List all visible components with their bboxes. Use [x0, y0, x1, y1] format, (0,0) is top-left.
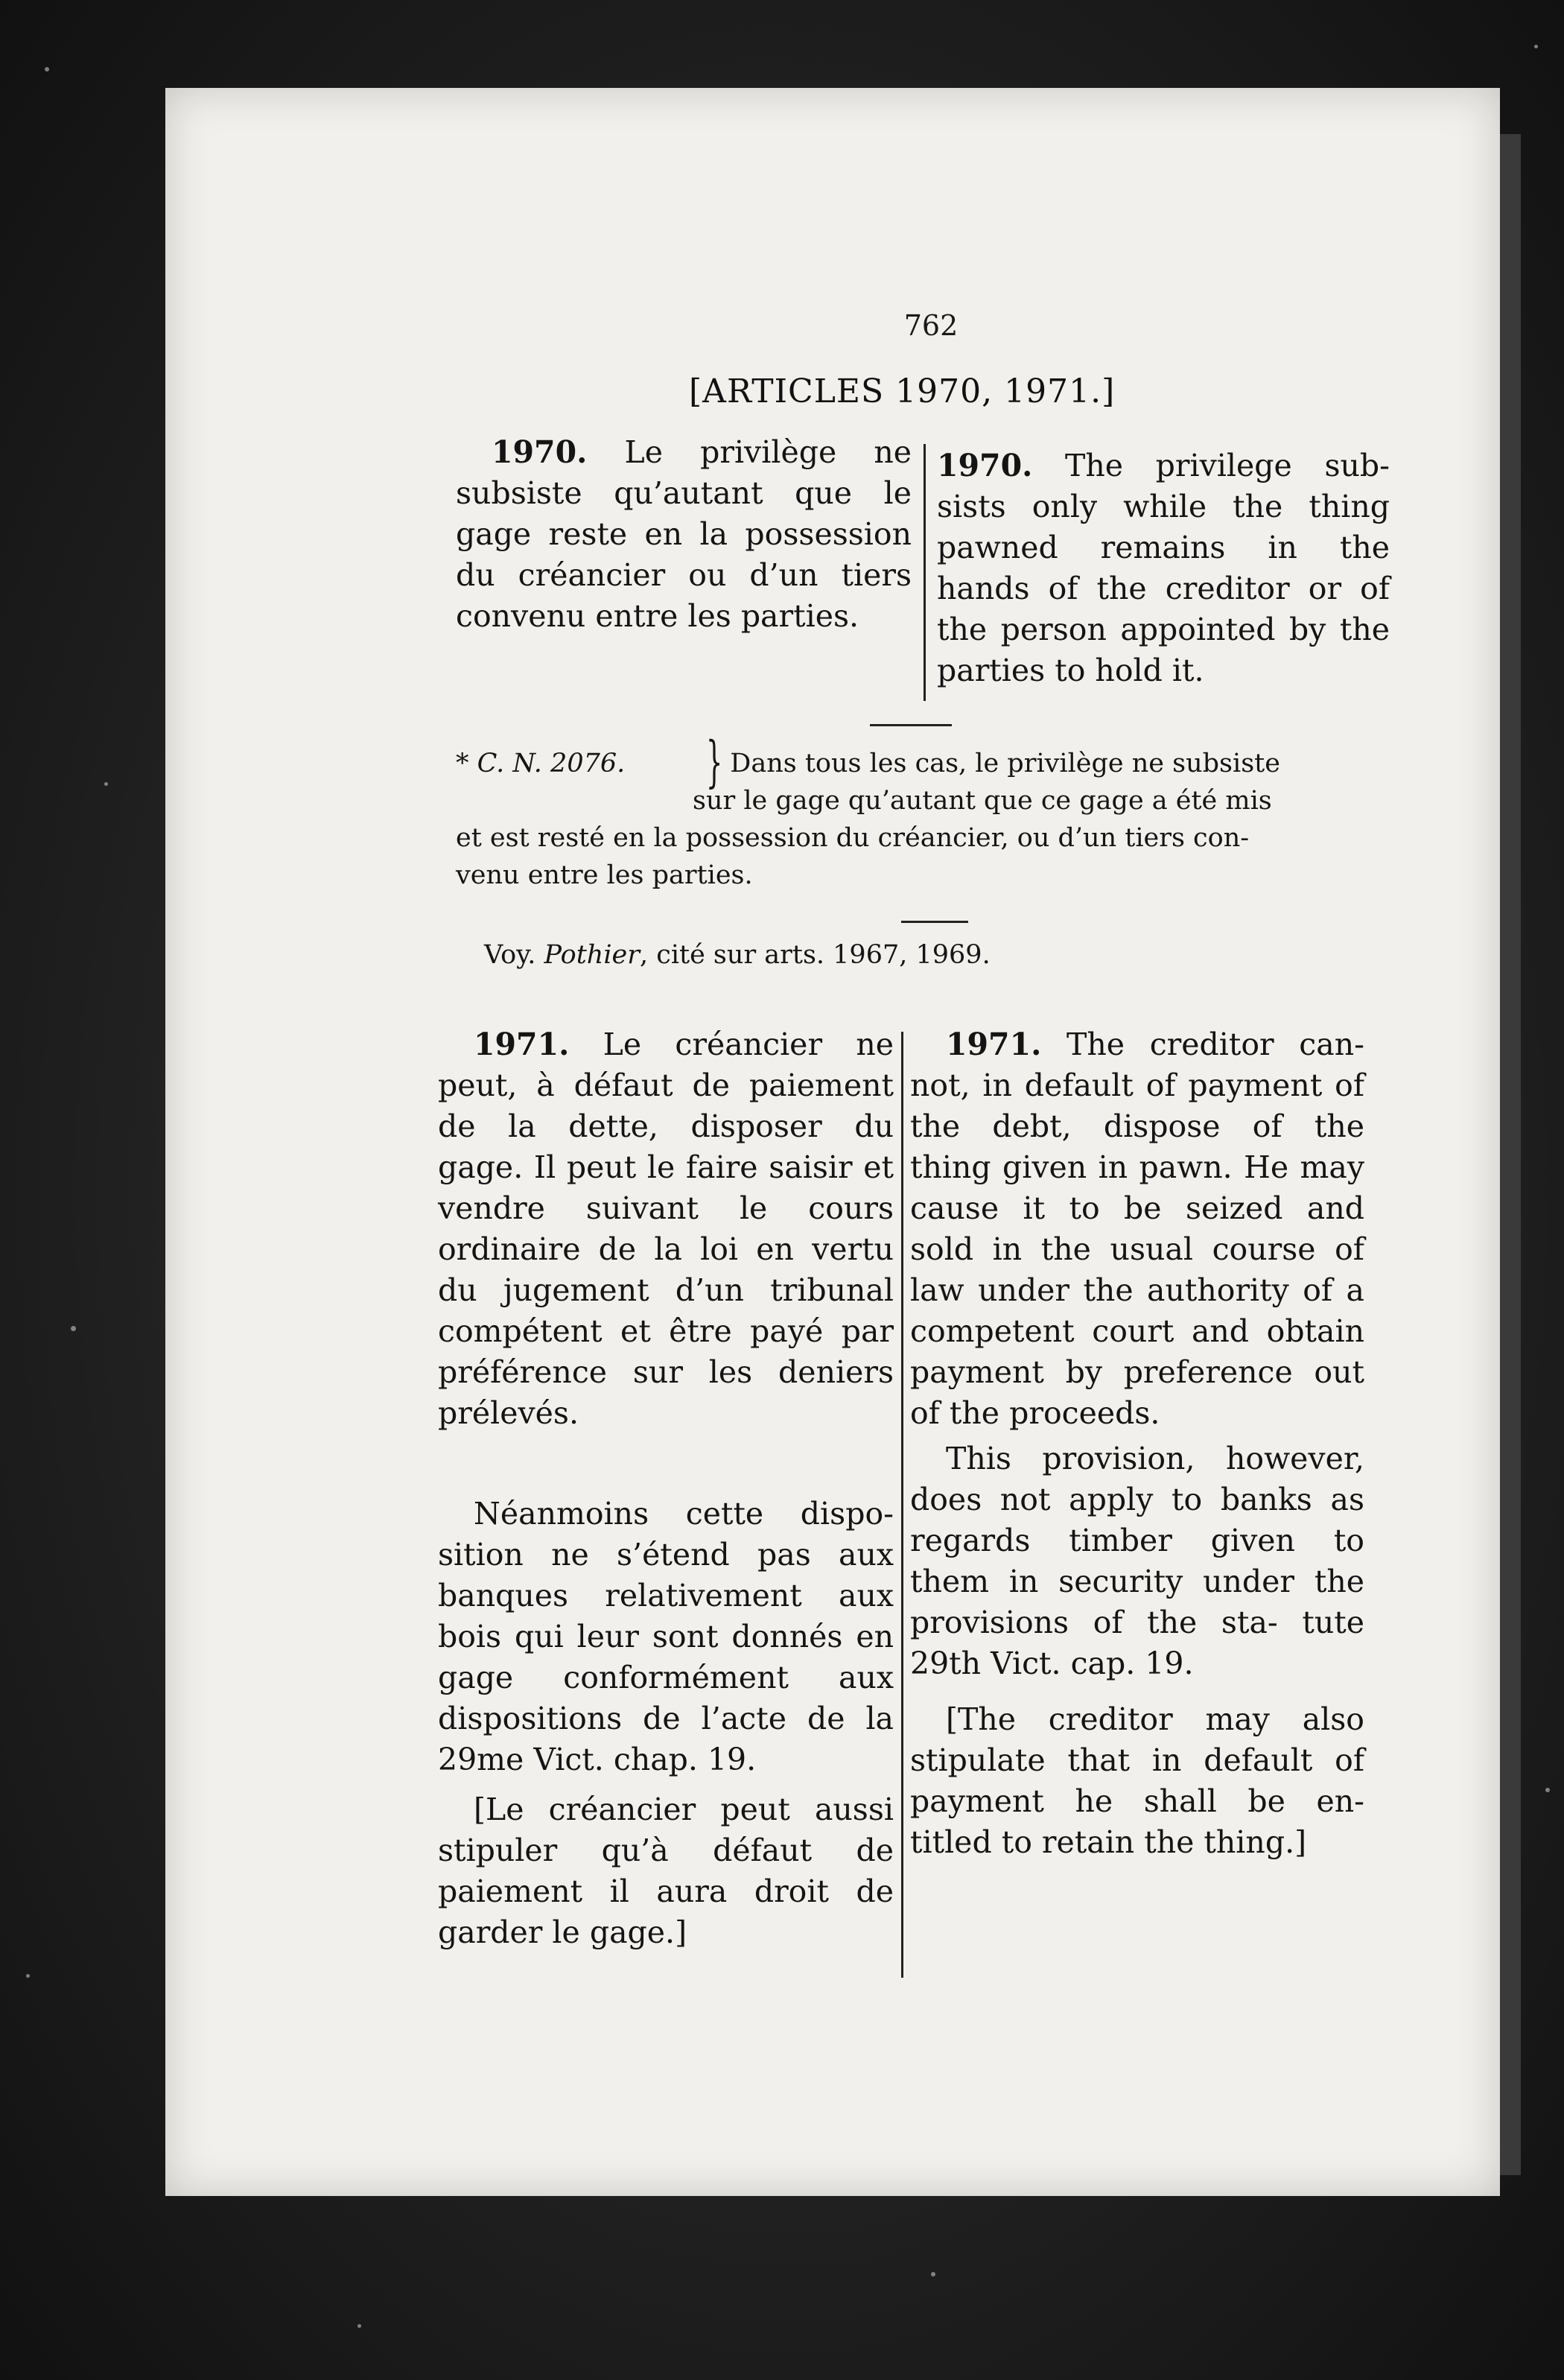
article-1971-french-paragraph-2: [438, 1494, 894, 1780]
film-speck: [26, 1974, 30, 1978]
note-line: sur le gage qu’autant que ce gage a été mis: [693, 786, 1272, 816]
paragraph-gap: [438, 1434, 894, 1494]
text-line: [Le créancier peut aussi: [474, 1792, 894, 1827]
text-line: to them in security under: [910, 1523, 1364, 1599]
article-1970-french: [456, 432, 912, 637]
text-line: ordinaire de la loi en vertu: [438, 1231, 894, 1267]
text-line: du créancier ou d’un tiers: [456, 557, 912, 593]
note-line: et est resté en la possession du créancier, ou d’un tiers con-: [456, 823, 1250, 853]
film-speck: [357, 2324, 361, 2328]
note-line: [456, 732, 1393, 795]
code-reference: * C. N. 2076.: [456, 749, 626, 778]
text-line: gage. Il peut le faire saisir: [438, 1149, 853, 1185]
text-line: of the debt, dispose of the: [910, 1067, 1364, 1144]
film-speck: [71, 1326, 76, 1331]
text-line: convenu entre les parties.: [456, 598, 859, 634]
paragraph-gap: [438, 1780, 894, 1789]
film-speck: [931, 2272, 935, 2276]
text-line: thing given in pawn. He: [910, 1149, 1289, 1185]
article-number: 1970.: [937, 448, 1033, 483]
text-line: This provision, however,: [946, 1441, 1364, 1476]
article-number: 1970.: [492, 434, 588, 470]
article-1970-english: [937, 445, 1390, 691]
text-line: the parties to hold it.: [937, 612, 1390, 688]
text-line: sists only while the thing: [937, 489, 1390, 524]
section-rule: [870, 724, 952, 726]
text-line: does not apply to banks: [910, 1482, 1312, 1517]
text-line: of payment he shall be en-: [910, 1742, 1364, 1819]
brace-glyph: }: [706, 732, 723, 795]
text-line: Le créancier ne: [603, 1026, 894, 1062]
article-number: 1971.: [946, 1026, 1042, 1062]
text-line: sition ne s’étend pas aux: [438, 1537, 894, 1573]
note-text: Dans tous les cas, le privilège ne subsiste: [730, 749, 1280, 778]
text-line: of the person appointed by: [937, 571, 1390, 647]
text-line: garder le gage.]: [438, 1914, 687, 1950]
text-line: préférence sur les deniers: [438, 1354, 894, 1390]
column-divider: [901, 1032, 903, 1978]
text-line: banques relativement aux: [438, 1578, 894, 1613]
voy-prefix: Voy.: [484, 940, 536, 970]
text-line: and sold in the usual: [910, 1190, 1364, 1267]
text-line: stipulate that in default: [910, 1742, 1313, 1778]
text-line: paiement il aura droit de: [438, 1873, 894, 1909]
article-1970-english-paragraph: [937, 445, 1390, 691]
text-line: authority of a competent: [910, 1272, 1364, 1349]
article-number: 1971.: [474, 1026, 570, 1062]
column-divider: [924, 444, 926, 701]
text-line: court and obtain payment: [910, 1313, 1364, 1390]
article-1970-french-paragraph: [456, 432, 912, 637]
text-line: not, in default of payment: [910, 1067, 1323, 1103]
text-line: The creditor can-: [1066, 1026, 1364, 1062]
text-line: bois qui leur sont donnés: [438, 1619, 843, 1654]
text-line: proceeds.: [1009, 1395, 1160, 1431]
author-name: Pothier: [544, 940, 640, 970]
article-1971-french-paragraph-3: [438, 1789, 894, 1953]
text-line: tute 29th Vict. cap. 19.: [910, 1605, 1364, 1681]
text-line: hands of the creditor or: [937, 571, 1342, 606]
paragraph-gap: [910, 1684, 1364, 1699]
article-header: [ARTICLES 1970, 1971.]: [689, 372, 1116, 410]
text-line: [The creditor may also: [946, 1701, 1364, 1737]
text-line: course of law under the: [910, 1231, 1364, 1308]
text-line: gage reste en la possession: [456, 516, 912, 552]
article-1971-english-paragraph-2: [910, 1438, 1364, 1684]
text-line: prélevés.: [438, 1395, 579, 1431]
article-1971-french: [438, 1024, 894, 1953]
text-line: as regards timber given: [910, 1482, 1364, 1558]
text-line: the provisions of the sta-: [910, 1564, 1364, 1640]
text-line: du jugement d’un tribunal: [438, 1272, 894, 1308]
text-line: pawned remains in the: [937, 530, 1390, 565]
commentary-note: [456, 732, 1393, 894]
text-line: peut, à défaut de paiement: [438, 1067, 894, 1103]
film-speck: [45, 67, 49, 72]
text-line: subsiste qu’autant que le: [456, 475, 912, 511]
text-line: Le privilège ne: [624, 434, 912, 470]
text-line: by preference out of the: [910, 1354, 1364, 1431]
film-speck: [104, 782, 108, 786]
text-line: may cause it to be seized: [910, 1149, 1364, 1226]
film-speck: [1534, 45, 1538, 48]
section-rule: [901, 921, 968, 923]
text-line: en gage conformément aux: [438, 1619, 894, 1695]
text-line: dispositions de l’acte de la: [438, 1701, 894, 1736]
text-line: Néanmoins cette dispo-: [474, 1496, 894, 1532]
text-line: The privilege sub-: [1065, 448, 1390, 483]
voy-rest: , cité sur arts. 1967, 1969.: [639, 940, 991, 970]
article-1971-english: [910, 1024, 1364, 1863]
page-edge-shadow: [1500, 134, 1521, 2175]
text-line: de la dette, disposer du: [438, 1108, 894, 1144]
note-line: venu entre les parties.: [456, 860, 753, 890]
text-line: compétent et être payé par: [438, 1313, 894, 1349]
text-line: stipuler qu’à défaut de: [438, 1832, 894, 1868]
page-number: 762: [903, 309, 959, 342]
article-1971-french-paragraph-1: [438, 1024, 894, 1434]
text-line: titled to retain the thing.]: [910, 1824, 1307, 1860]
article-1971-english-paragraph-1: [910, 1024, 1364, 1434]
text-line: et vendre suivant le cours: [438, 1149, 894, 1226]
text-line: 29me Vict. chap. 19.: [438, 1742, 757, 1777]
film-speck: [1545, 1788, 1550, 1792]
article-1971-english-paragraph-3: [910, 1699, 1364, 1863]
see-also-reference: [484, 940, 1303, 970]
